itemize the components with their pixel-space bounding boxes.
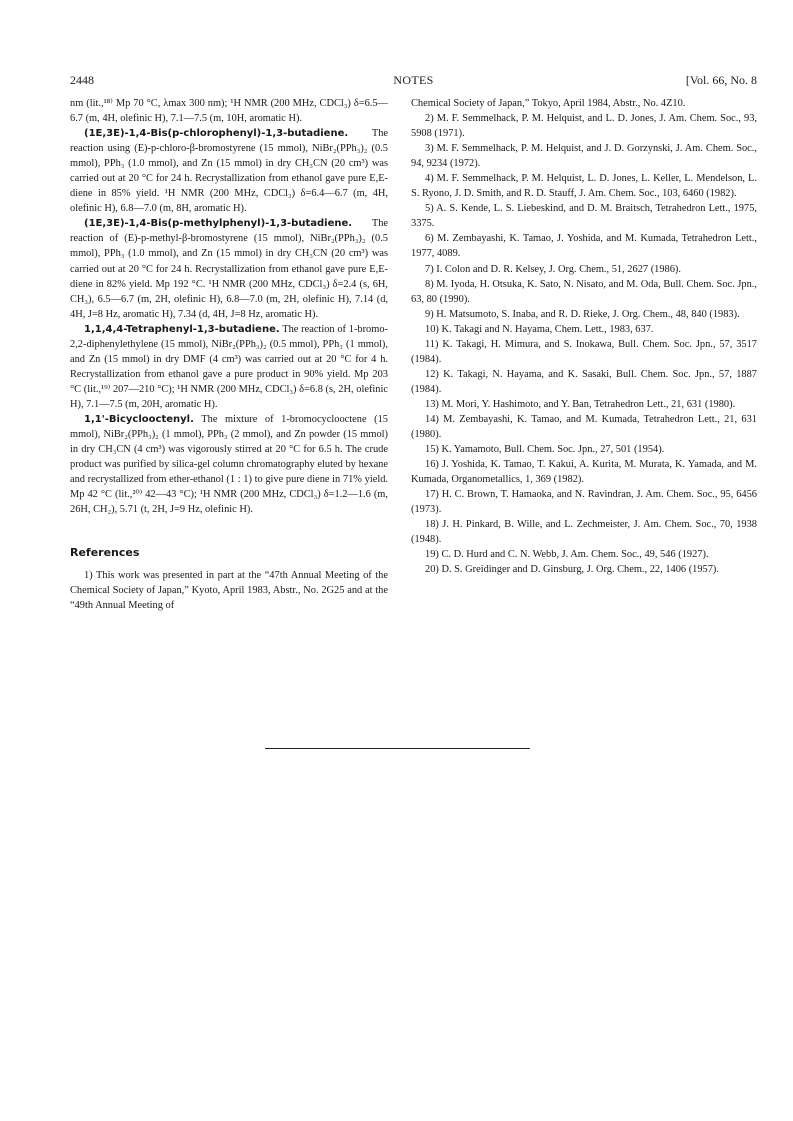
reference-item: 5) A. S. Kende, L. S. Liebeskind, and D. M. Braitsch, Tetrahedron Lett., 1975, 3375. [411,203,757,230]
reference-item: 10) K. Takagi and N. Hayama, Chem. Lett., 1983, 637. [425,323,654,335]
compound-paragraph [70,322,388,412]
references-heading: References [70,546,140,560]
volume-label: [Vol. 66, No. 8 [685,73,757,87]
reference-item: 6) M. Zembayashi, K. Tamao, J. Yoshida, and M. Kumada, Tetrahedron Lett., 1977, 4089. [411,233,757,260]
compound-heading: (1E,3E)-1,4-Bis(p-chlorophenyl)-1,3-butadiene. [84,128,349,140]
compound-text: The reaction of (E)-p-methyl-β-bromostyrene (15 mmol), NiBr₂(PPh₃)₂ (0.5 mmol), PPh₃ (1.0 mmol), and Zn (15 mmol) in dry CH₃CN (20 cm³) was carried out at 20 °C for 24 h. Recrystallization from ethanol gave pure E,E-diene in 82% yield. Mp 192 °C. ¹H NMR (200 MHz, CDCl₃) δ=2.4 (s, 6H, CH₃), 6.5—6.7 (m, 2H, olefinic H), 6.8—7.0 (m, 2H, olefinic H), 7.14 (d, 4H, J=8 Hz, aromatic H), 7.34 (d, 4H, J=8 Hz, aromatic H). [70,218,388,320]
reference-item: 3) M. F. Semmelhack, P. M. Helquist, and J. D. Gorzynski, J. Am. Chem. Soc., 94, 9234 (1972). [411,143,757,170]
reference-item: 11) K. Takagi, H. Mimura, and S. Inokawa, Bull. Chem. Soc. Jpn., 57, 3517 (1984). [411,338,757,365]
reference-item: 7) I. Colon and D. R. Kelsey, J. Org. Chem., 51, 2627 (1986). [425,263,681,275]
page-number: 2448 [70,73,94,87]
compound-heading: (1E,3E)-1,4-Bis(p-methylphenyl)-1,3-butadiene. [84,218,353,230]
compound-heading: 1,1'-Bicyclooctenyl. [84,413,194,425]
page-header [70,72,757,88]
reference-item: 1) This work was presented in part at the “47th Annual Meeting of the Chemical Society of Japan,” Kyoto, April 1983, Abstr., No. 2G25 and at the “49th Annual Meeting of [70,570,388,612]
reference-item: 4) M. F. Semmelhack, P. M. Helquist, L. D. Jones, L. Keller, L. Mendelson, L. S. Ryono, J. D. Smith, and R. D. Stauff, J. Am. Chem. Soc., 103, 6460 (1982). [411,173,757,200]
compound-paragraph [70,412,388,517]
reference-item: 14) M. Zembayashi, K. Tamao, and M. Kumada, Tetrahedron Lett., 21, 631 (1980). [411,413,757,441]
reference-item: 19) C. D. Hurd and C. N. Webb, J. Am. Chem. Soc., 49, 546 (1927). [425,549,709,561]
compound-text: The reaction of 1-bromo-2,2-diphenylethylene (15 mmol), NiBr₂(PPh₃)₂ (0.5 mmol), PPh₃ (1 mmol), and Zn (15 mmol) in dry DMF (4 cm³) was carried out at 20 °C for 4 h. Recrystallization from ethanol gave a pure product in 90% yield. Mp 203 °C (lit.,¹⁹⁾ 207—210 °C); ¹H NMR (200 MHz, CDCl₃) δ=6.8 (s, 2H, olefinic H), 7.1—7.5 (m, 20H, aromatic H). [70,323,388,410]
reference-item: 15) K. Yamamoto, Bull. Chem. Soc. Jpn., 27, 501 (1954). [425,444,665,456]
reference-item: 12) K. Takagi, N. Hayama, and K. Sasaki, Bull. Chem. Soc. Jpn., 57, 1887 (1984). [411,368,757,395]
reference-continuation: Chemical Society of Japan,” Tokyo, April 1984, Abstr., No. 4Z10. [411,98,686,109]
compound-heading: 1,1,4,4-Tetraphenyl-1,3-butadiene. [84,323,280,335]
right-column [411,96,757,578]
compound-paragraph [70,216,388,321]
reference-item: 17) H. C. Brown, T. Hamaoka, and N. Ravindran, J. Am. Chem. Soc., 95, 6456 (1973). [411,489,757,516]
reference-item: 16) J. Yoshida, K. Tamao, T. Kakui, A. Kurita, M. Murata, K. Yamada, and M. Kumada, Organometallics, 1, 369 (1982). [411,459,757,486]
left-column [70,96,388,614]
compound-paragraph [70,126,388,216]
intro-paragraph: nm (lit.,¹⁸⁾ Mp 70 °C, λmax 300 nm); ¹H NMR (200 MHz, CDCl₃) δ=6.5—6.7 (m, 4H, olefinic H), 7.1—7.5 (m, 10H, aromatic H). [70,98,388,125]
reference-item: 8) M. Iyoda, H. Otsuka, K. Sato, N. Nisato, and M. Oda, Bull. Chem. Soc. Jpn., 63, 80 (1990). [411,278,757,305]
reference-item: 2) M. F. Semmelhack, P. M. Helquist, and L. D. Jones, J. Am. Chem. Soc., 93, 5908 (1971). [411,113,757,140]
reference-item: 20) D. S. Greidinger and D. Ginsburg, J. Org. Chem., 22, 1406 (1957). [425,564,719,576]
compound-text: The mixture of 1-bromocyclooctene (15 mmol), NiBr₂(PPh₃)₂ (1 mmol), PPh₃ (2 mmol), and Zn powder (15 mmol) in dry CH₃CN (4 cm³) was vigorously stirred at 20 °C for 6.5 h. The crude product was purified by silica-gel column chromatography eluted by hexane and recrystallized from ether-ethanol (1 : 1) to give pure diene in 71% yield. Mp 42 °C (lit.,²⁰⁾ 42—43 °C); ¹H NMR (200 MHz, CDCl₃) δ=1.2—1.6 (m, 26H, CH₂), 5.71 (t, 2H, J=9 Hz, olefinic H). [70,413,388,516]
reference-item: 9) H. Matsumoto, S. Inaba, and R. D. Rieke, J. Org. Chem., 48, 840 (1983). [425,308,740,320]
end-rule [265,748,530,749]
reference-item: 13) M. Mori, Y. Hashimoto, and Y. Ban, Tetrahedron Lett., 21, 631 (1980). [425,398,736,410]
reference-item: 18) J. H. Pinkard, B. Wille, and L. Zechmeister, J. Am. Chem. Soc., 70, 1938 (1948). [411,519,757,546]
compound-text: The reaction using (E)-p-chloro-β-bromostyrene (15 mmol), NiBr₂(PPh₃)₂ (0.5 mmol), PPh₃ (1.0 mmol), and Zn (15 mmol) in dry CH₃CN (20 cm³) was carried out at 20 °C for 24 h. Recrystallization from ethanol gave pure E,E-diene in 85% yield. ¹H NMR (200 MHz, CDCl₃) δ=6.4—6.7 (m, 4H, olefinic H), 6.8—7.0 (m, 8H, aromatic H). [70,128,388,215]
section-title: NOTES [393,73,434,87]
